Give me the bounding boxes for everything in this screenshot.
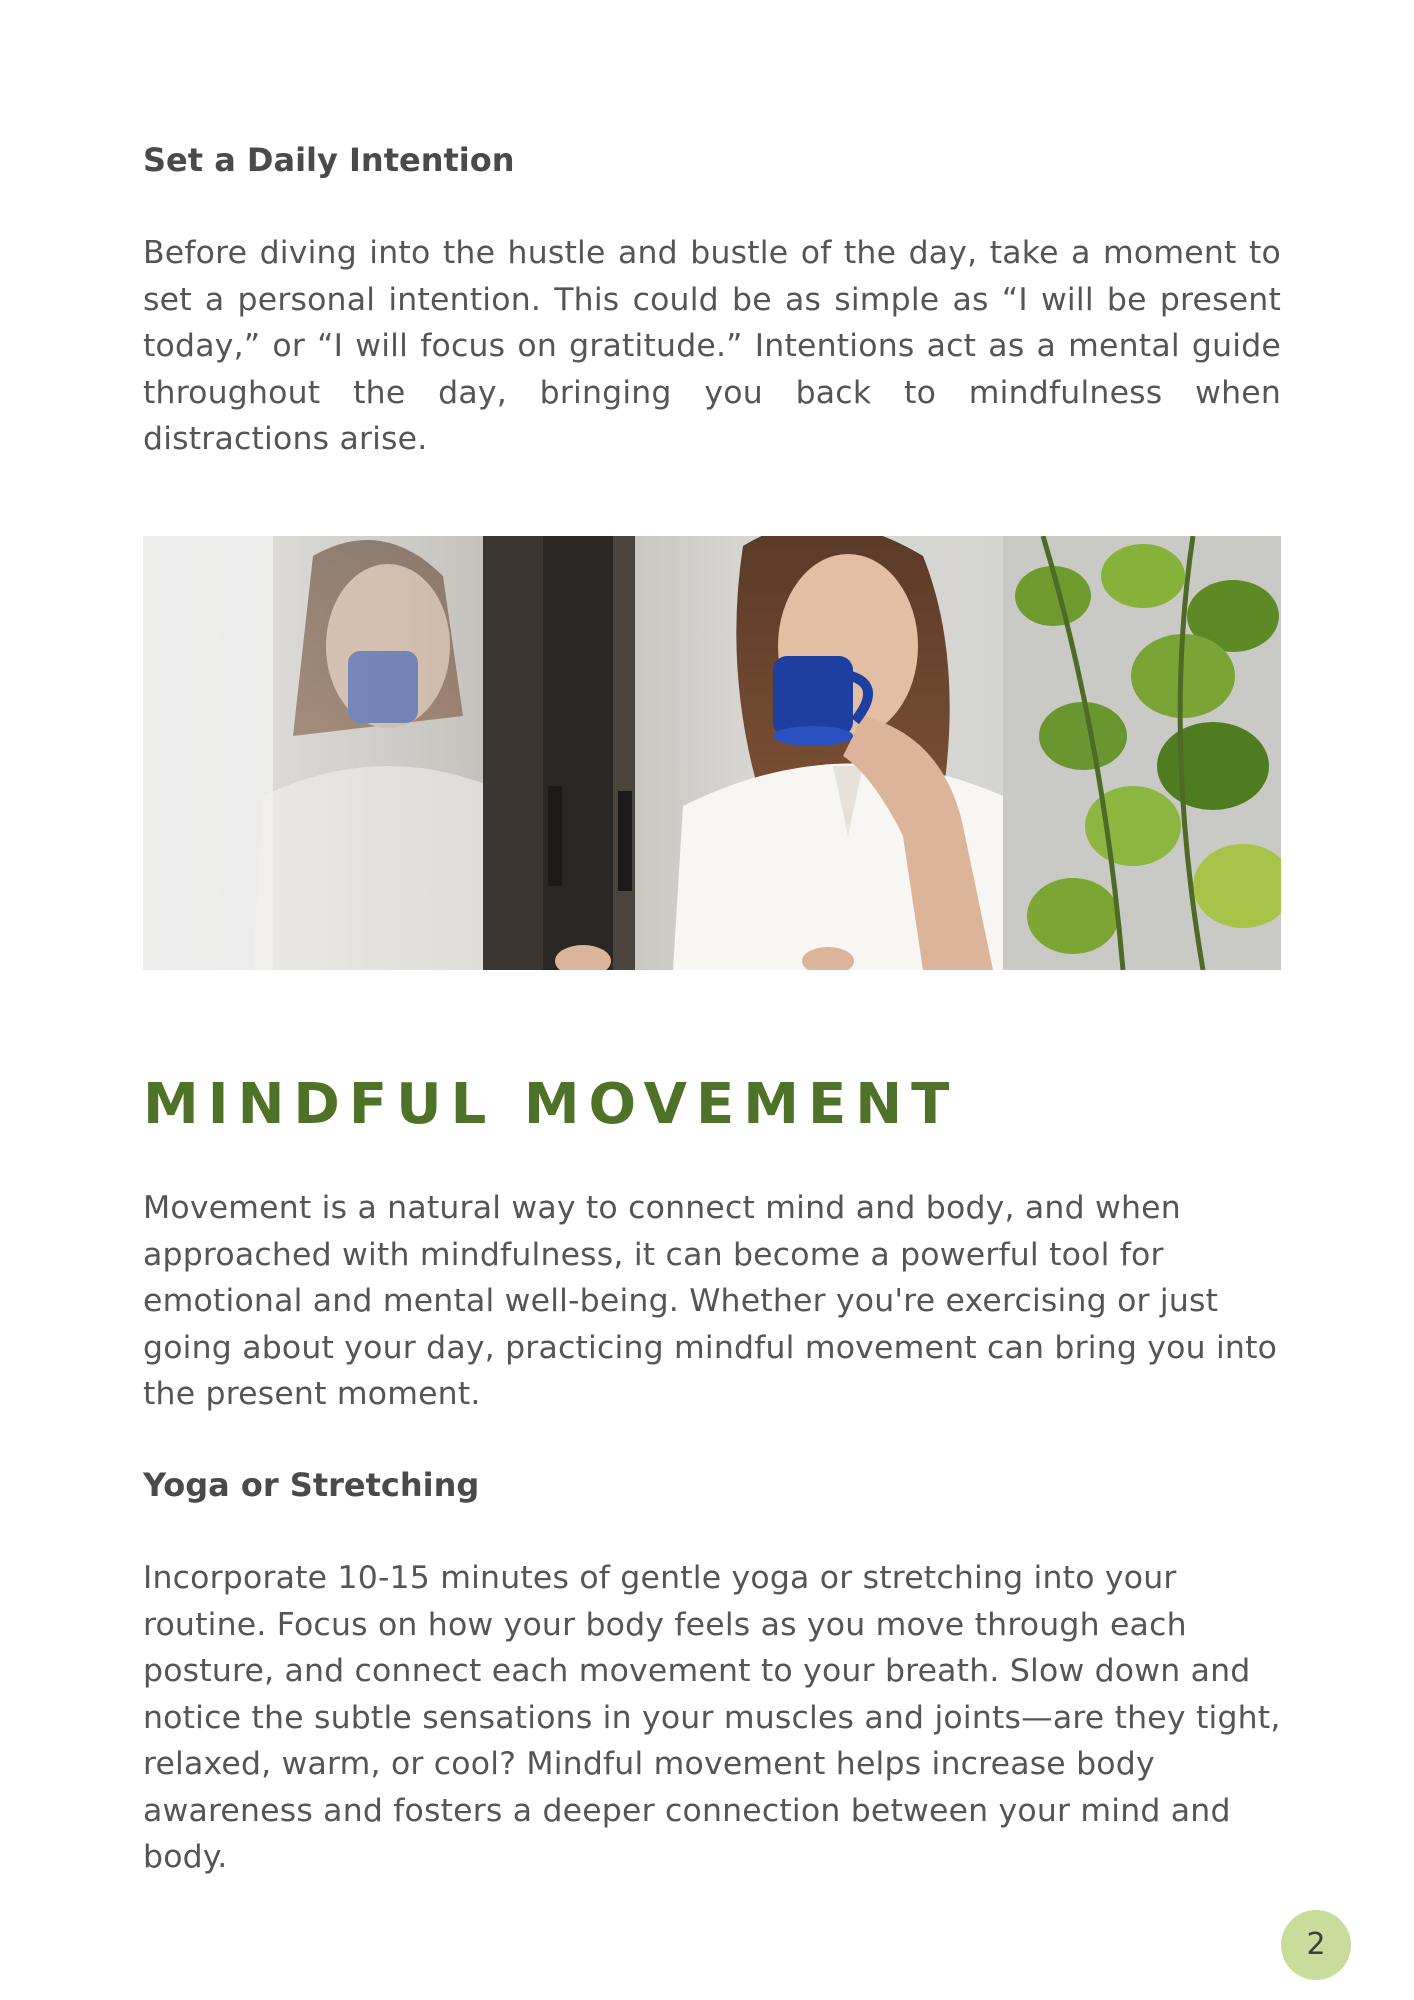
movement-paragraph: Movement is a natural way to connect mind and body, and when approached with mindfulness, it can become a powerful tool for emotional and mental well-being. Whether you're exercising or just going about your day, practicing mindful movement can bring you into the present moment.	[143, 1190, 1278, 1412]
woman-coffee-photo	[143, 536, 1281, 970]
page-number-badge: 2	[1281, 1910, 1351, 1980]
intention-paragraph: Before diving into the hustle and bustle of the day, take a moment to set a personal intention. This could be as simple as “I will be present today,” or “I will focus on gratitude.” Intentions act as a mental guide throughout the day, bringing you back to mindfulness when distractions arise.	[143, 235, 1281, 457]
section-title: MINDFUL MOVEMENT	[143, 1072, 959, 1137]
yoga-paragraph: Incorporate 10-15 minutes of gentle yoga or stretching into your routine. Focus on how your body feels as you move through each posture, and connect each movement to your breath. Slow down and notice the subtle sensations in your muscles and joints—are they tight, relaxed, warm, or cool? Mindful movement helps increase body awareness and fosters a deeper connection between your mind and body.	[143, 1560, 1281, 1875]
intention-heading: Set a Daily Intention	[143, 141, 515, 179]
yoga-heading: Yoga or Stretching	[143, 1466, 480, 1504]
